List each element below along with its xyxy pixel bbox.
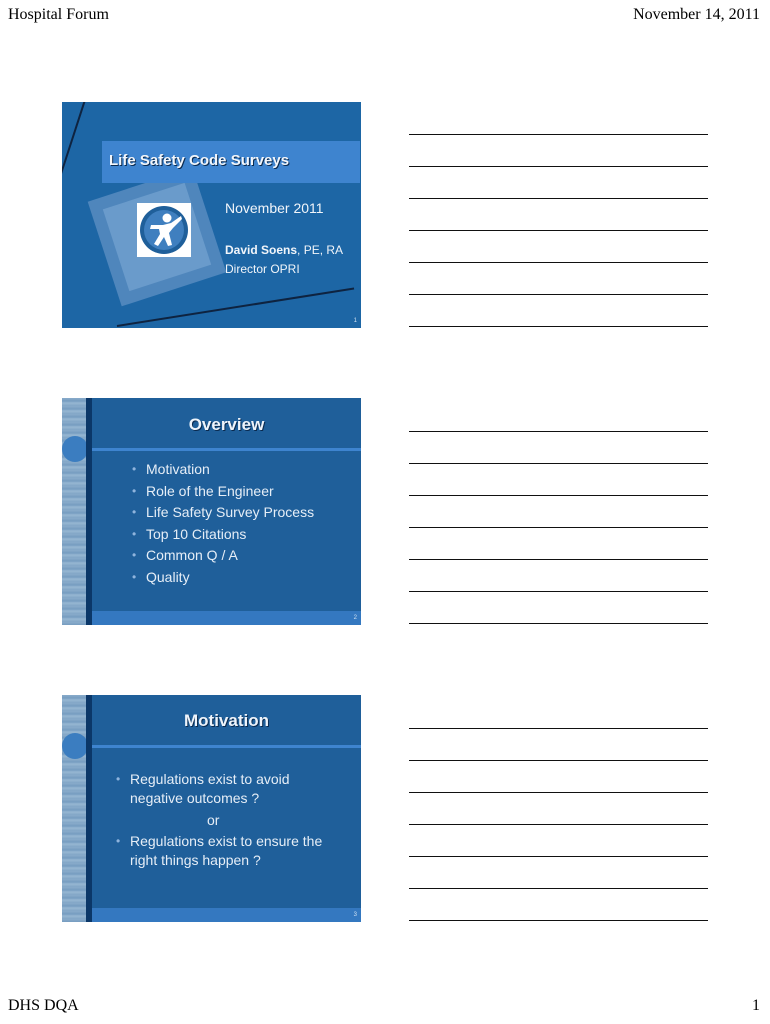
bullet-list [116, 770, 326, 808]
document-page-number: 1 [752, 997, 760, 1014]
list-item: • Life Safety Survey Process [132, 502, 314, 524]
notes-line [409, 728, 708, 729]
slide-page-number: 3 [353, 912, 357, 918]
footer-bar [92, 908, 361, 922]
presenter-credentials: , PE, RA [297, 243, 344, 257]
document-footer-left: DHS DQA [8, 997, 79, 1014]
notes-line [409, 134, 708, 135]
list-item: • Top 10 Citations [132, 524, 314, 546]
notes-line [409, 326, 708, 327]
notes-line [409, 824, 708, 825]
notes-line [409, 262, 708, 263]
document-header-right: November 14, 2011 [633, 6, 760, 23]
decorative-strip [62, 398, 86, 625]
notes-line [409, 888, 708, 889]
presentation-date: November 2011 [225, 200, 324, 216]
slide-title: Life Safety Code Surveys [109, 152, 290, 169]
notes-line [409, 591, 708, 592]
notes-line [409, 760, 708, 761]
slide-title: Motivation [184, 711, 269, 730]
decorative-circle [62, 436, 88, 462]
slide-2 [62, 398, 361, 625]
list-item: • Regulations exist to avoid negative outcomes ? [116, 770, 326, 808]
bullet-list [116, 832, 326, 870]
notes-line [409, 198, 708, 199]
list-item: • Role of the Engineer [132, 481, 314, 503]
bullet-list [132, 459, 314, 589]
title-underline [92, 448, 361, 451]
footer-bar [92, 611, 361, 625]
slide-title: Overview [188, 415, 265, 434]
list-item: • Motivation [132, 459, 314, 481]
slide-3 [62, 695, 361, 922]
connector-text: or [207, 812, 220, 828]
list-item: • Regulations exist to ensure the right things happen ? [116, 832, 326, 870]
notes-line [409, 495, 708, 496]
list-item: • Quality [132, 567, 314, 589]
slide-page-number: 1 [353, 318, 357, 324]
notes-line [409, 792, 708, 793]
notes-line [409, 431, 708, 432]
notes-line [409, 623, 708, 624]
presenter-role: Director OPRI [225, 262, 300, 276]
notes-line [409, 166, 708, 167]
notes-line [409, 527, 708, 528]
presenter-line [225, 243, 343, 257]
person-figure-icon [137, 203, 191, 257]
decorative-circle [62, 733, 88, 759]
decorative-line [62, 102, 105, 183]
notes-line [409, 920, 708, 921]
document-header-left: Hospital Forum [8, 6, 109, 23]
title-underline [92, 745, 361, 748]
slide-1 [62, 102, 361, 328]
notes-line [409, 559, 708, 560]
notes-line [409, 230, 708, 231]
notes-line [409, 856, 708, 857]
notes-line [409, 463, 708, 464]
slide-page-number: 2 [353, 615, 357, 621]
list-item: • Common Q / A [132, 545, 314, 567]
decorative-strip [62, 695, 86, 922]
presenter-name: David Soens [225, 243, 298, 257]
notes-line [409, 294, 708, 295]
